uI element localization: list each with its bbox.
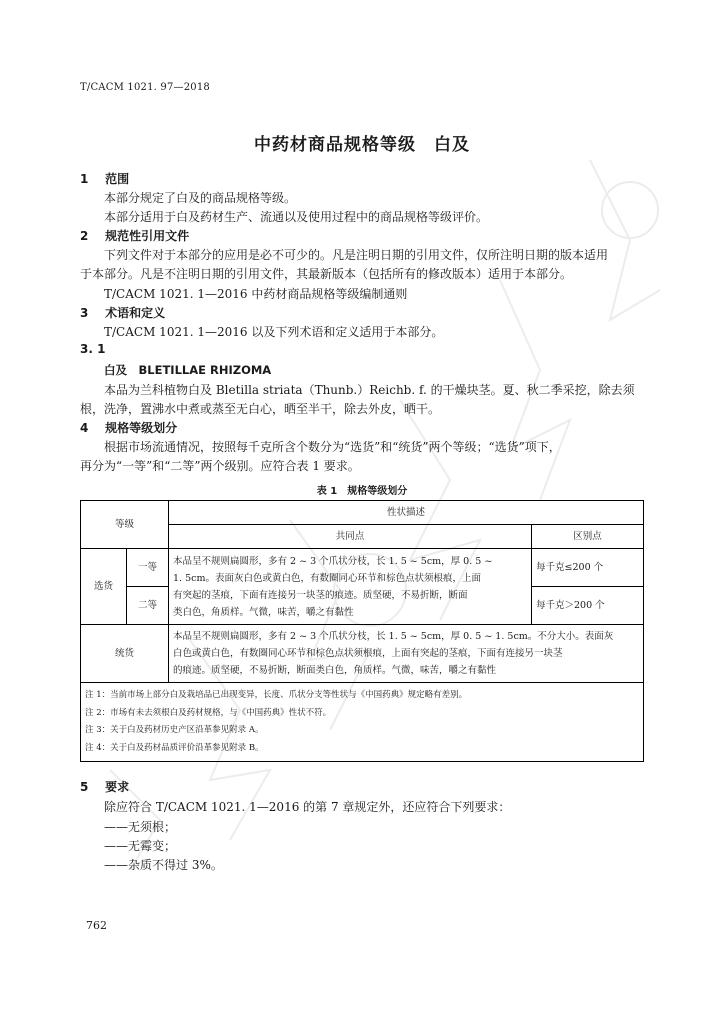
- section-5-title: 要求: [105, 780, 130, 794]
- table-caption: 表 1 规格等级划分: [316, 486, 408, 497]
- section-1-heading: [80, 170, 129, 187]
- page-number: 762: [86, 919, 107, 932]
- section-2-number: 2: [80, 229, 89, 243]
- section-2-heading: [80, 227, 189, 244]
- section-4-number: 4: [80, 421, 89, 435]
- table-notes: [81, 683, 644, 762]
- term-definition-line-2: 根，洗净，置沸水中煮或蒸至无白心，晒至半干，除去外皮，晒干。: [80, 402, 441, 416]
- section-3-para: T/CACM 1021. 1—2016 以及下列术语和定义适用于本部分。: [104, 325, 444, 339]
- section-4-heading: [80, 419, 177, 436]
- section-2-para-line-2: 于本部分。凡是不注明日期的引用文件，其最新版本（包括所有的修改版本）适用于本部分。: [80, 267, 573, 281]
- section-2-reference: T/CACM 1021. 1—2016 中药材商品规格等级编制通则: [104, 287, 408, 301]
- requirement-item: ——无须根；: [104, 820, 177, 834]
- select-common-line: 1. 5cm。表面灰白色或黄白色，有数圈同心环节和棕色点状须根痕，上面: [173, 572, 481, 584]
- header-traits: 性状描述: [169, 501, 644, 525]
- header-difference: 区别点: [532, 525, 644, 549]
- requirement-item: ——无霉变；: [104, 839, 177, 853]
- second-class-label: 二等: [127, 587, 169, 625]
- section-5-para: 除应符合 T/CACM 1021. 1—2016 的第 7 章规定外，还应符合下列要求：: [104, 800, 511, 814]
- section-4-para-line-2: 再分为“一等”和“二等”两个级别。应符合表 1 要求。: [80, 459, 360, 473]
- table-row: [81, 624, 644, 682]
- section-2-title: 规范性引用文件: [105, 229, 190, 243]
- section-5-heading: [80, 778, 129, 795]
- table-header-row: [81, 501, 644, 525]
- section-3-1-number: 3. 1: [80, 342, 106, 356]
- section-3-number: 3: [80, 306, 89, 320]
- section-3-title: 术语和定义: [105, 306, 166, 320]
- select-common-traits: [169, 549, 532, 625]
- term-definition-line-1: 本品为兰科植物白及 Bletilla striata（Thunb.）Reichb. f. 的干燥块茎。夏、秋二季采挖，除去须: [104, 383, 635, 397]
- table-note: 注 4：关于白及药材品质评价沿革参见附录 B。: [85, 742, 264, 753]
- section-5-number: 5: [80, 780, 89, 794]
- select-common-line: 有突起的茎痕，下面有连接另一块茎的痕迹。质坚硬，不易折断，断面: [173, 589, 468, 601]
- bulk-common-line: 白色或黄白色，有数圈同心环节和棕色点状须根痕，上面有突起的茎痕，下面有连接另一块茎: [173, 648, 563, 660]
- section-1-title: 范围: [105, 172, 130, 186]
- first-class-label: 一等: [127, 549, 169, 587]
- section-4-title: 规格等级划分: [105, 421, 178, 435]
- section-1-number: 1: [80, 172, 89, 186]
- second-class-difference: 每千克＞200 个: [532, 587, 644, 625]
- table-row: [81, 549, 644, 587]
- select-common-line: 本品呈不规则扁圆形，多有 2 ~ 3 个爪状分枝，长 1. 5 ~ 5cm，厚 0. 5 ~: [173, 555, 493, 567]
- bulk-common-line: 的痕迹。质坚硬，不易折断，断面类白色，角质样。气微，味苦，嚼之有黏性: [173, 665, 497, 677]
- page-title: 中药材商品规格等级 白及: [254, 135, 470, 155]
- first-class-difference: 每千克≤200 个: [532, 549, 644, 587]
- table-note: 注 2：市场有未去须根白及药材规格，与《中国药典》性状不符。: [85, 707, 332, 718]
- section-4-para-line-1: 根据市场流通情况，按照每千克所含个数分为“选货”和“统货”两个等级；“选货”项下，: [104, 440, 561, 454]
- section-3-heading: [80, 304, 165, 321]
- section-1-para-1: 本部分规定了白及的商品规格等级。: [104, 191, 297, 205]
- document-code: T/CACM 1021. 97—2018: [80, 82, 210, 93]
- requirement-item: ——杂质不得过 3%。: [104, 858, 223, 872]
- section-2-para-line-1: 下列文件对于本部分的应用是必不可少的。凡是注明日期的引用文件，仅所注明日期的版本适用: [104, 248, 609, 262]
- table-note: 注 1：当前市场上部分白及栽培品已出现变异，长度、爪状分支等性状与《中国药典》规定略有差别。: [85, 690, 468, 701]
- header-common: 共同点: [169, 525, 532, 549]
- select-grade-label: 选货: [81, 549, 127, 625]
- select-common-line: 类白色，角质样。气微，味苦，嚼之有黏性: [173, 606, 354, 618]
- table-notes-row: [81, 683, 644, 762]
- header-grade: 等级: [81, 501, 169, 549]
- bulk-common-traits: [169, 624, 644, 682]
- section-1-para-2: 本部分适用于白及药材生产、流通以及使用过程中的商品规格等级评价。: [104, 210, 489, 224]
- table-note: 注 3：关于白及药材历史产区沿革参见附录 A。: [85, 725, 264, 736]
- term-heading: 白及 BLETILLAE RHIZOMA: [104, 363, 272, 377]
- bulk-common-line: 本品呈不规则扁圆形，多有 2 ~ 3 个爪状分枝，长 1. 5 ~ 5cm，厚 0. 5 ~ 1. 5cm。不分大小。表面灰: [173, 631, 614, 643]
- grade-table: [80, 500, 644, 762]
- bulk-grade-label: 统货: [81, 624, 169, 682]
